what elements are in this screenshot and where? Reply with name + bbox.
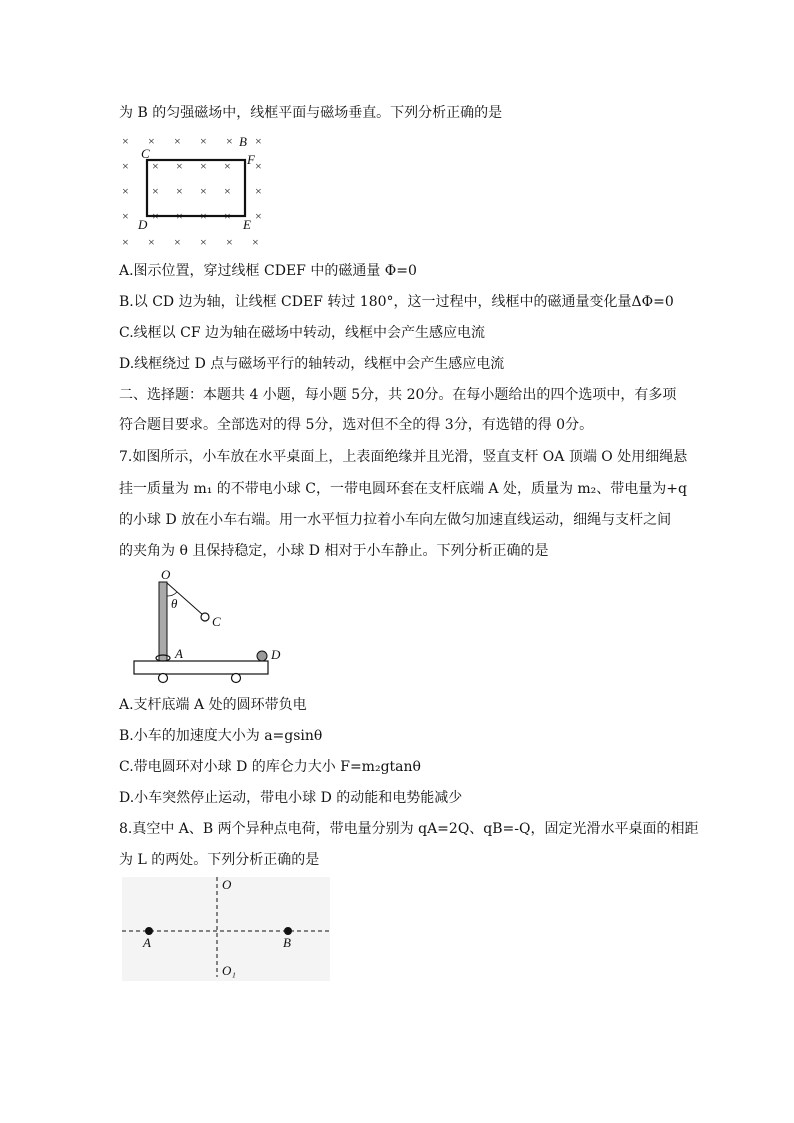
field-mark: ×: [255, 209, 262, 223]
field-mark: ×: [122, 159, 129, 173]
charge-a: [145, 927, 153, 935]
q8-line-1: 8.真空中 A、B 两个异种点电荷，带电量分别为 qA=2Q、qB=-Q，固定光滑水平桌面的相距: [119, 821, 699, 837]
field-mark: ×: [152, 209, 159, 223]
magnetic-field-figure: [119, 128, 274, 253]
field-mark: ×: [200, 134, 207, 148]
section2-line-1: 二、选择题：本题共 4 小题，每小题 5分，共 20分。在每小题给出的四个选项中，有多项: [119, 387, 677, 403]
label-b: B: [239, 134, 247, 149]
label-f: F: [247, 152, 255, 167]
q7-option-d: D.小车突然停止运动，带电小球 D 的动能和电势能减少: [119, 790, 463, 806]
field-mark: ×: [122, 209, 129, 223]
ball-c: [201, 613, 209, 621]
field-mark: ×: [174, 235, 181, 249]
label-o: O: [222, 877, 232, 892]
field-mark: ×: [176, 209, 183, 223]
q7-option-c: C.带电圆环对小球 D 的库仑力大小 F=m₂gtanθ: [119, 759, 421, 775]
field-mark: ×: [176, 184, 183, 198]
q7-line-1: 7.如图所示，小车放在水平桌面上，上表面绝缘并且光滑，竖直支杆 OA 顶端 O 处用细绳悬: [119, 449, 688, 465]
label-theta: θ: [171, 596, 178, 611]
label-o1: O₁: [222, 963, 236, 978]
q8-line-2: 为 L 的两处。下列分析正确的是: [119, 852, 320, 868]
label-a: A: [175, 646, 183, 661]
q6-option-a: A.图示位置，穿过线框 CDEF 中的磁通量 Φ=0: [119, 263, 417, 279]
field-mark: ×: [148, 235, 155, 249]
field-mark: ×: [252, 235, 259, 249]
wheel: [232, 674, 241, 683]
field-mark: ×: [226, 235, 233, 249]
charges-figure: [122, 877, 330, 981]
q7-line-2: 挂一质量为 m₁ 的不带电小球 C，一带电圆环套在支杆底端 A 处，质量为 m₂、带电量为+q: [119, 481, 687, 497]
label-c: C: [212, 614, 221, 629]
q7-line-3: 的小球 D 放在小车右端。用一水平恒力拉着小车向左做匀加速直线运动，细绳与支杆之间: [119, 512, 672, 528]
q6-stem-tail: 为 B 的匀强磁场中，线框平面与磁场垂直。下列分析正确的是: [119, 105, 503, 121]
q6-option-d: D.线框绕过 D 点与磁场平行的轴转动，线框中会产生感应电流: [119, 356, 505, 372]
field-mark: ×: [122, 235, 129, 249]
label-c: C: [141, 146, 150, 161]
field-mark: ×: [152, 184, 159, 198]
q7-line-4: 的夹角为 θ 且保持稳定，小球 D 相对于小车静止。下列分析正确的是: [119, 543, 549, 559]
field-mark: ×: [174, 134, 181, 148]
field-mark: ×: [176, 159, 183, 173]
field-mark: ×: [224, 184, 231, 198]
cart-body: [134, 661, 268, 674]
support-pole-oa: [159, 582, 167, 661]
field-mark: ×: [200, 184, 207, 198]
label-d: D: [271, 647, 281, 662]
label-b: B: [283, 935, 291, 950]
ball-d: [257, 651, 267, 661]
q6-option-c: C.线框以 CF 边为轴在磁场中转动，线框中会产生感应电流: [119, 325, 485, 341]
field-mark: ×: [255, 184, 262, 198]
label-o: O: [161, 568, 171, 582]
q6-option-b: B.以 CD 边为轴，让线框 CDEF 转过 180°，这一过程中，线框中的磁通量变化量ΔΦ=0: [119, 294, 674, 310]
field-mark: ×: [122, 184, 129, 198]
wheel: [159, 674, 168, 683]
field-mark: ×: [200, 209, 207, 223]
cart-figure: [128, 568, 288, 688]
field-mark: ×: [226, 134, 233, 148]
field-mark: ×: [148, 134, 155, 148]
label-d: D: [138, 217, 148, 232]
field-mark: ×: [224, 159, 231, 173]
field-mark: ×: [255, 159, 262, 173]
label-e: E: [243, 217, 251, 232]
field-mark: ×: [200, 159, 207, 173]
q7-option-b: B.小车的加速度大小为 a=gsinθ: [119, 728, 323, 744]
field-mark: ×: [255, 134, 262, 148]
field-mark: ×: [122, 134, 129, 148]
field-mark: ×: [200, 235, 207, 249]
field-mark: ×: [152, 159, 159, 173]
section2-line-2: 符合题目要求。全部选对的得 5分，选对但不全的得 3分，有选错的得 0分。: [119, 417, 594, 433]
charge-b: [284, 927, 292, 935]
q7-option-a: A.支杆底端 A 处的圆环带负电: [119, 697, 307, 713]
label-a: A: [143, 935, 151, 950]
field-mark: ×: [224, 209, 231, 223]
